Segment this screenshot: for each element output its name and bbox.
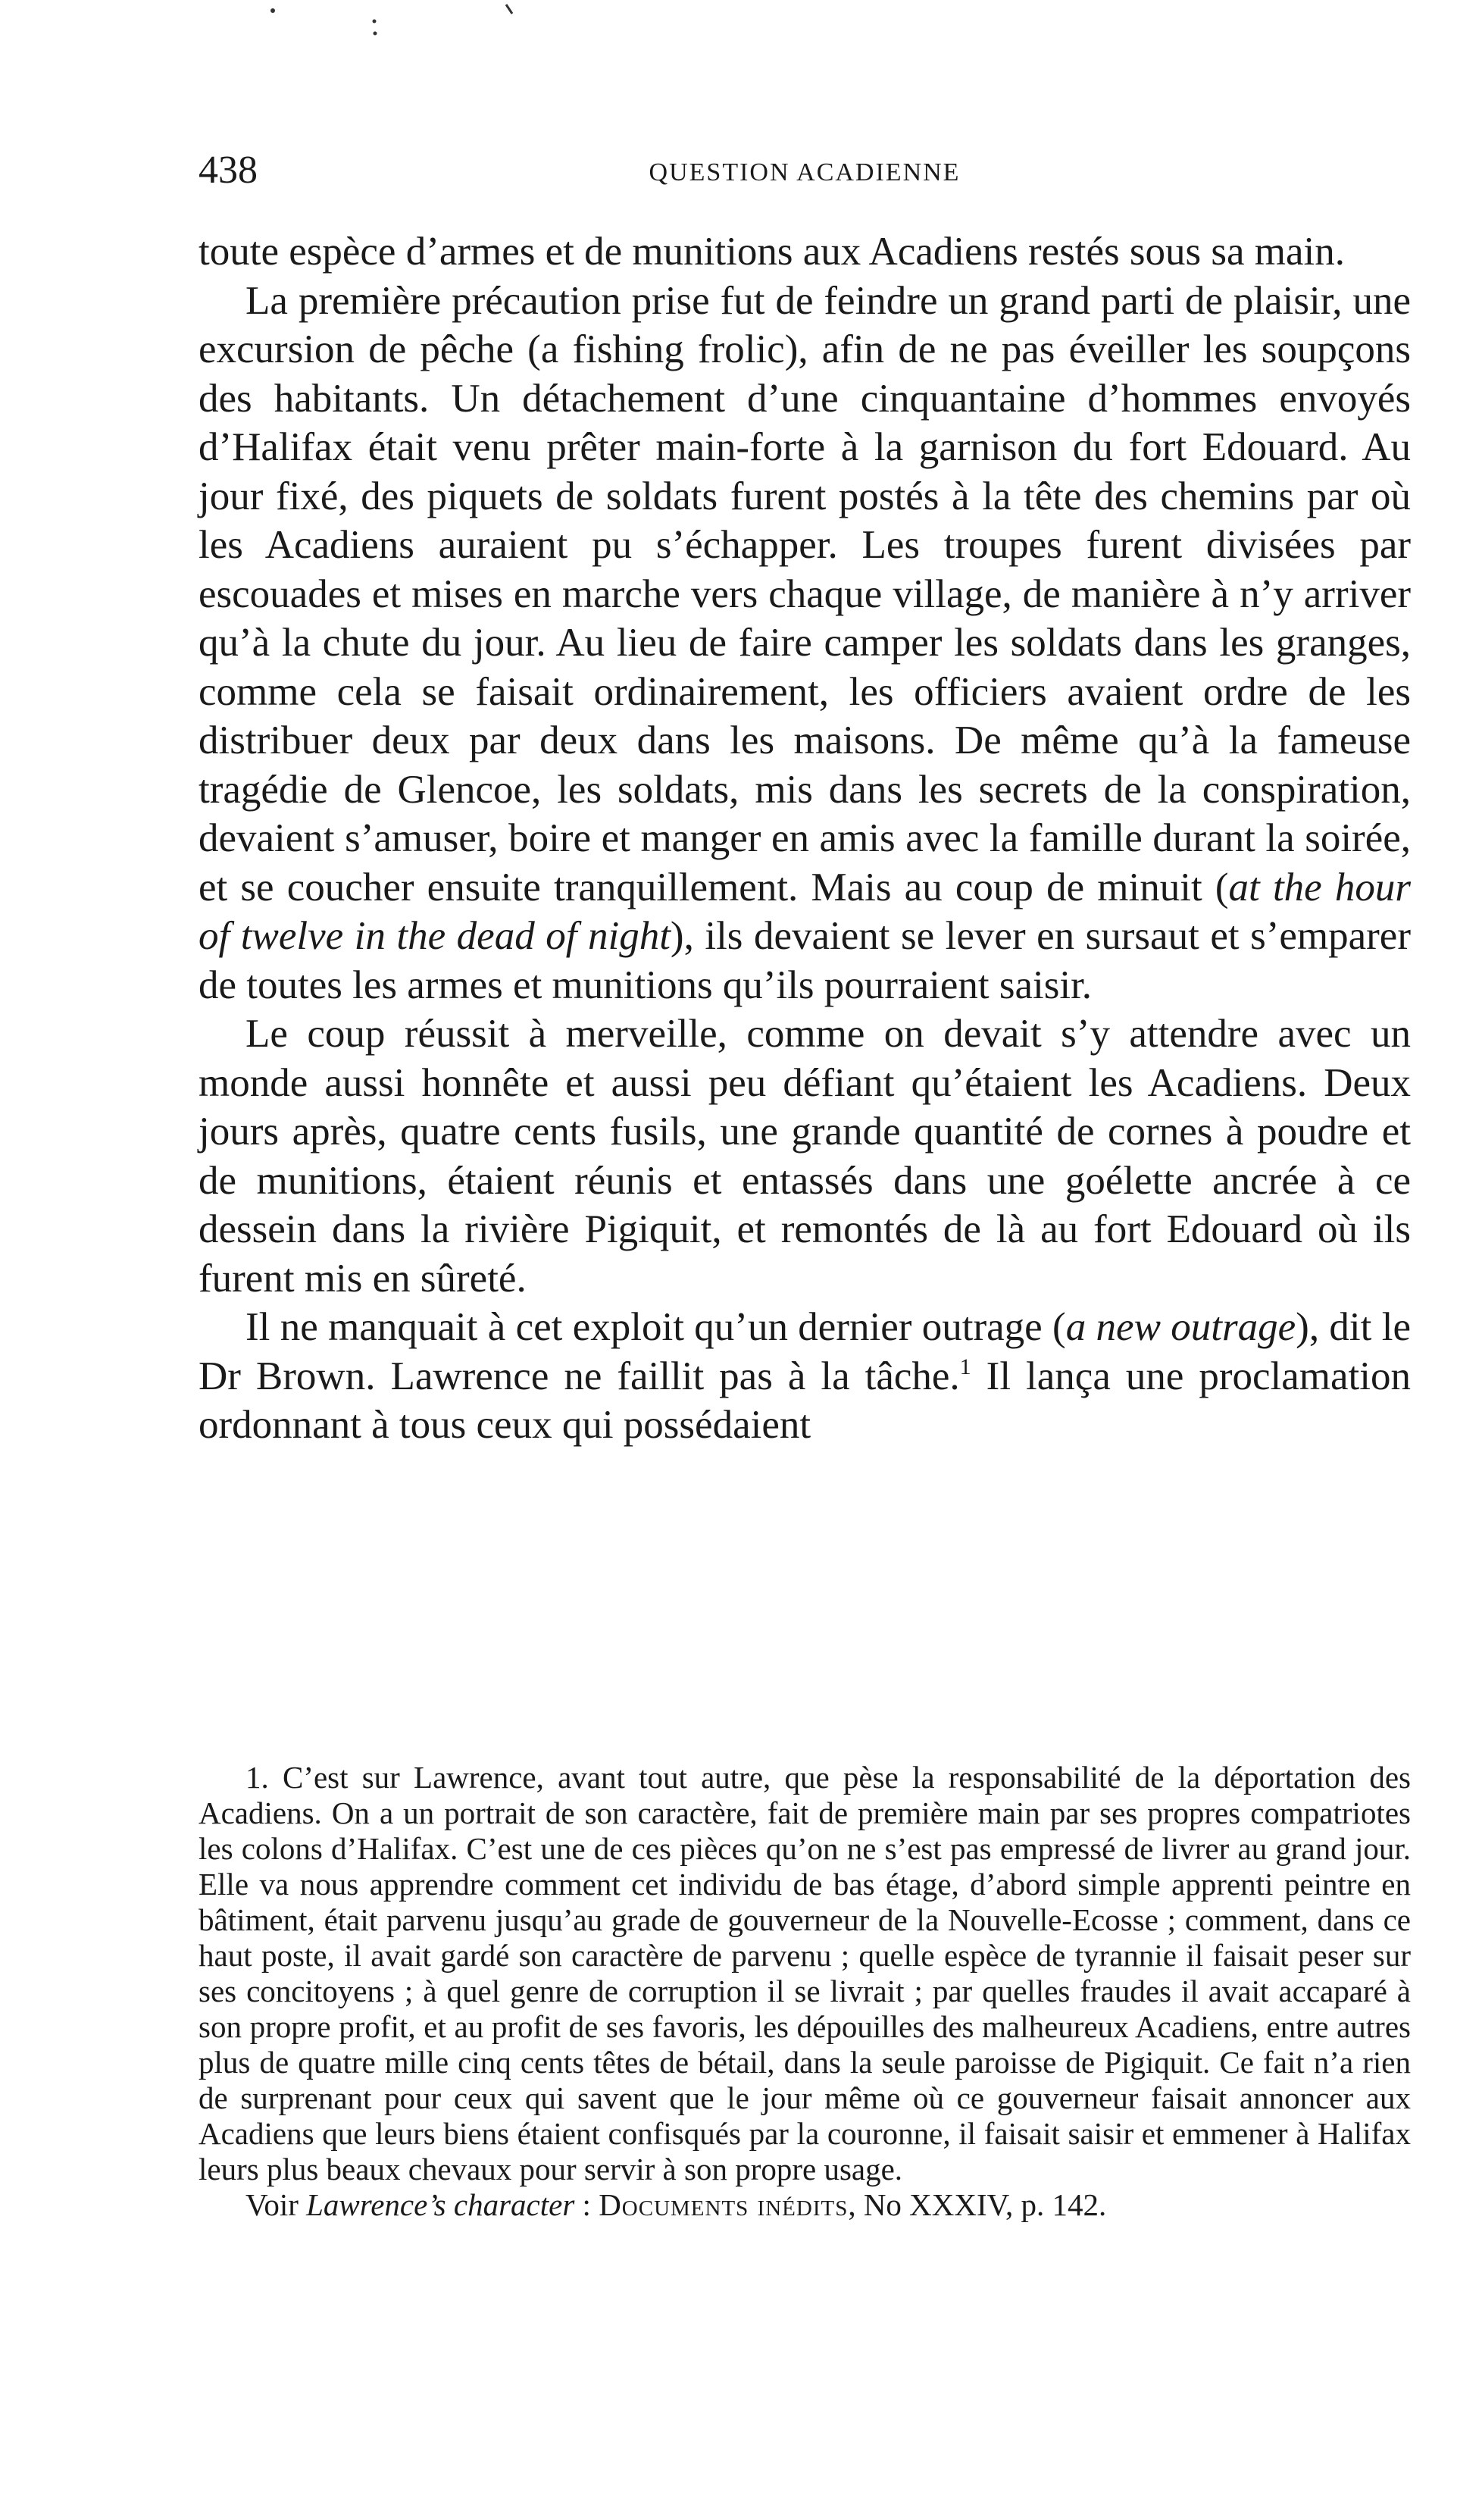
paragraph-1: toute espèce d’armes et de munitions aux Acadiens restés sous sa main. xyxy=(199,230,1346,274)
page-number: 438 xyxy=(199,149,258,192)
speck xyxy=(374,32,377,36)
italic-quote: at the hour of twelve in the dead of night xyxy=(199,865,1411,958)
paragraph-2: La première précaution prise fut de feindre un grand parti de plaisir, une excursion de pêche (a fishing frolic), afin de ne pas éveiller les soupçons des habitants. Un détachement d’une cinquantaine d’hommes envoyés d’Halifax était venu prêter main-forte à la garnison du fort Edouard. Au jour fixé, des piquets de soldats furent postés à la tête des chemins par où les Acadiens auraient pu s’échapper. Les troupes furent divisées par escouades et mises en marche vers chaque village, de manière à n’y arriver qu’à la chute du jour. Au lieu de faire camper les soldats dans les granges, comme cela se faisait ordinairement, les officiers avaient ordre de les distribuer deux par deux dans les maisons. De même qu’à la fameuse tragédie de Glencoe, les soldats, mis dans les secrets de la conspiration, devaient s’amuser, boire et manger en amis avec la famille durant la soirée, et se coucher ensuite tranquillement. Mais au coup de minuit (at the hour of twelve in the dead of night), ils devaient se lever en sursaut et s’emparer de toutes les armes et munitions qu’ils pourraient saisir. xyxy=(199,278,1411,1007)
speck xyxy=(506,5,512,14)
book-page xyxy=(199,144,1411,2222)
speck xyxy=(373,20,377,23)
body-text xyxy=(199,227,1411,1450)
paragraph-4: Il ne manquait à cet exploit qu’un dernier outrage (a new outrage), dit le Dr Brown. Lawrence ne faillit pas à la tâche.$^1$ Il lança une proclamation ordonnant à tous ceux qui possédaient xyxy=(199,1305,1411,1447)
footnote xyxy=(199,1760,1411,2223)
paragraph-3: Le coup réussit à merveille, comme on devait s’y attendre avec un monde aussi honnête et aussi peu défiant qu’étaient les Acadiens. Deux jours après, quatre cents fusils, une grande quantité de cornes à poudre et de munitions, étaient réunis et entassés dans une goélette ancrée à ce dessein dans la rivière Pigiquit, et remontés de là au fort Edouard où ils furent mis en sûreté. xyxy=(199,1012,1411,1301)
footnote-text: 1. C’est sur Lawrence, avant tout autre, que pèse la responsabilité de la déportation des Acadiens. On a un portrait de son caractère, fait de première main par ses propres compatriotes les colons d’Halifax. C’est une de ces pièces qu’on ne s’est pas empressé de livrer au grand jour. Elle va nous apprendre comment cet individu de bas étage, d’abord simple apprenti peintre en bâtiment, était parvenu jusqu’au grade de gouverneur de la Nouvelle-Ecosse ; comment, dans ce haut poste, il avait gardé son caractère de parvenu ; quelle espèce de tyrannie il faisait peser sur ses concitoyens ; à quel genre de corruption il se livrait ; par quelles fraudes il avait accaparé à son propre profit, et au profit de ses favoris, les dépouilles des malheureux Acadiens, entre autres plus de quatre mille cinq cents têtes de bétail, dans la seule paroisse de Pigiquit. Ce fait n’a rien de surprenant pour ceux qui savent que le jour même où ce gouverneur faisait annoncer aux Acadiens que leurs biens étaient confisqués par la couronne, il faisait saisir et emmener à Halifax leurs plus beaux chevaux pour servir à son propre usage. xyxy=(199,1760,1411,2187)
italic-quote: a new outrage xyxy=(1065,1305,1296,1349)
running-title: QUESTION ACADIENNE xyxy=(649,158,961,186)
scan-specks xyxy=(0,0,1482,61)
footnote-citation: Voir Lawrence’s character : Documents inédits, No XXXIV, p. 142. xyxy=(245,2187,1107,2222)
speck xyxy=(270,8,275,13)
running-head xyxy=(199,144,1411,197)
footnote-reference: 1 xyxy=(959,1354,971,1379)
